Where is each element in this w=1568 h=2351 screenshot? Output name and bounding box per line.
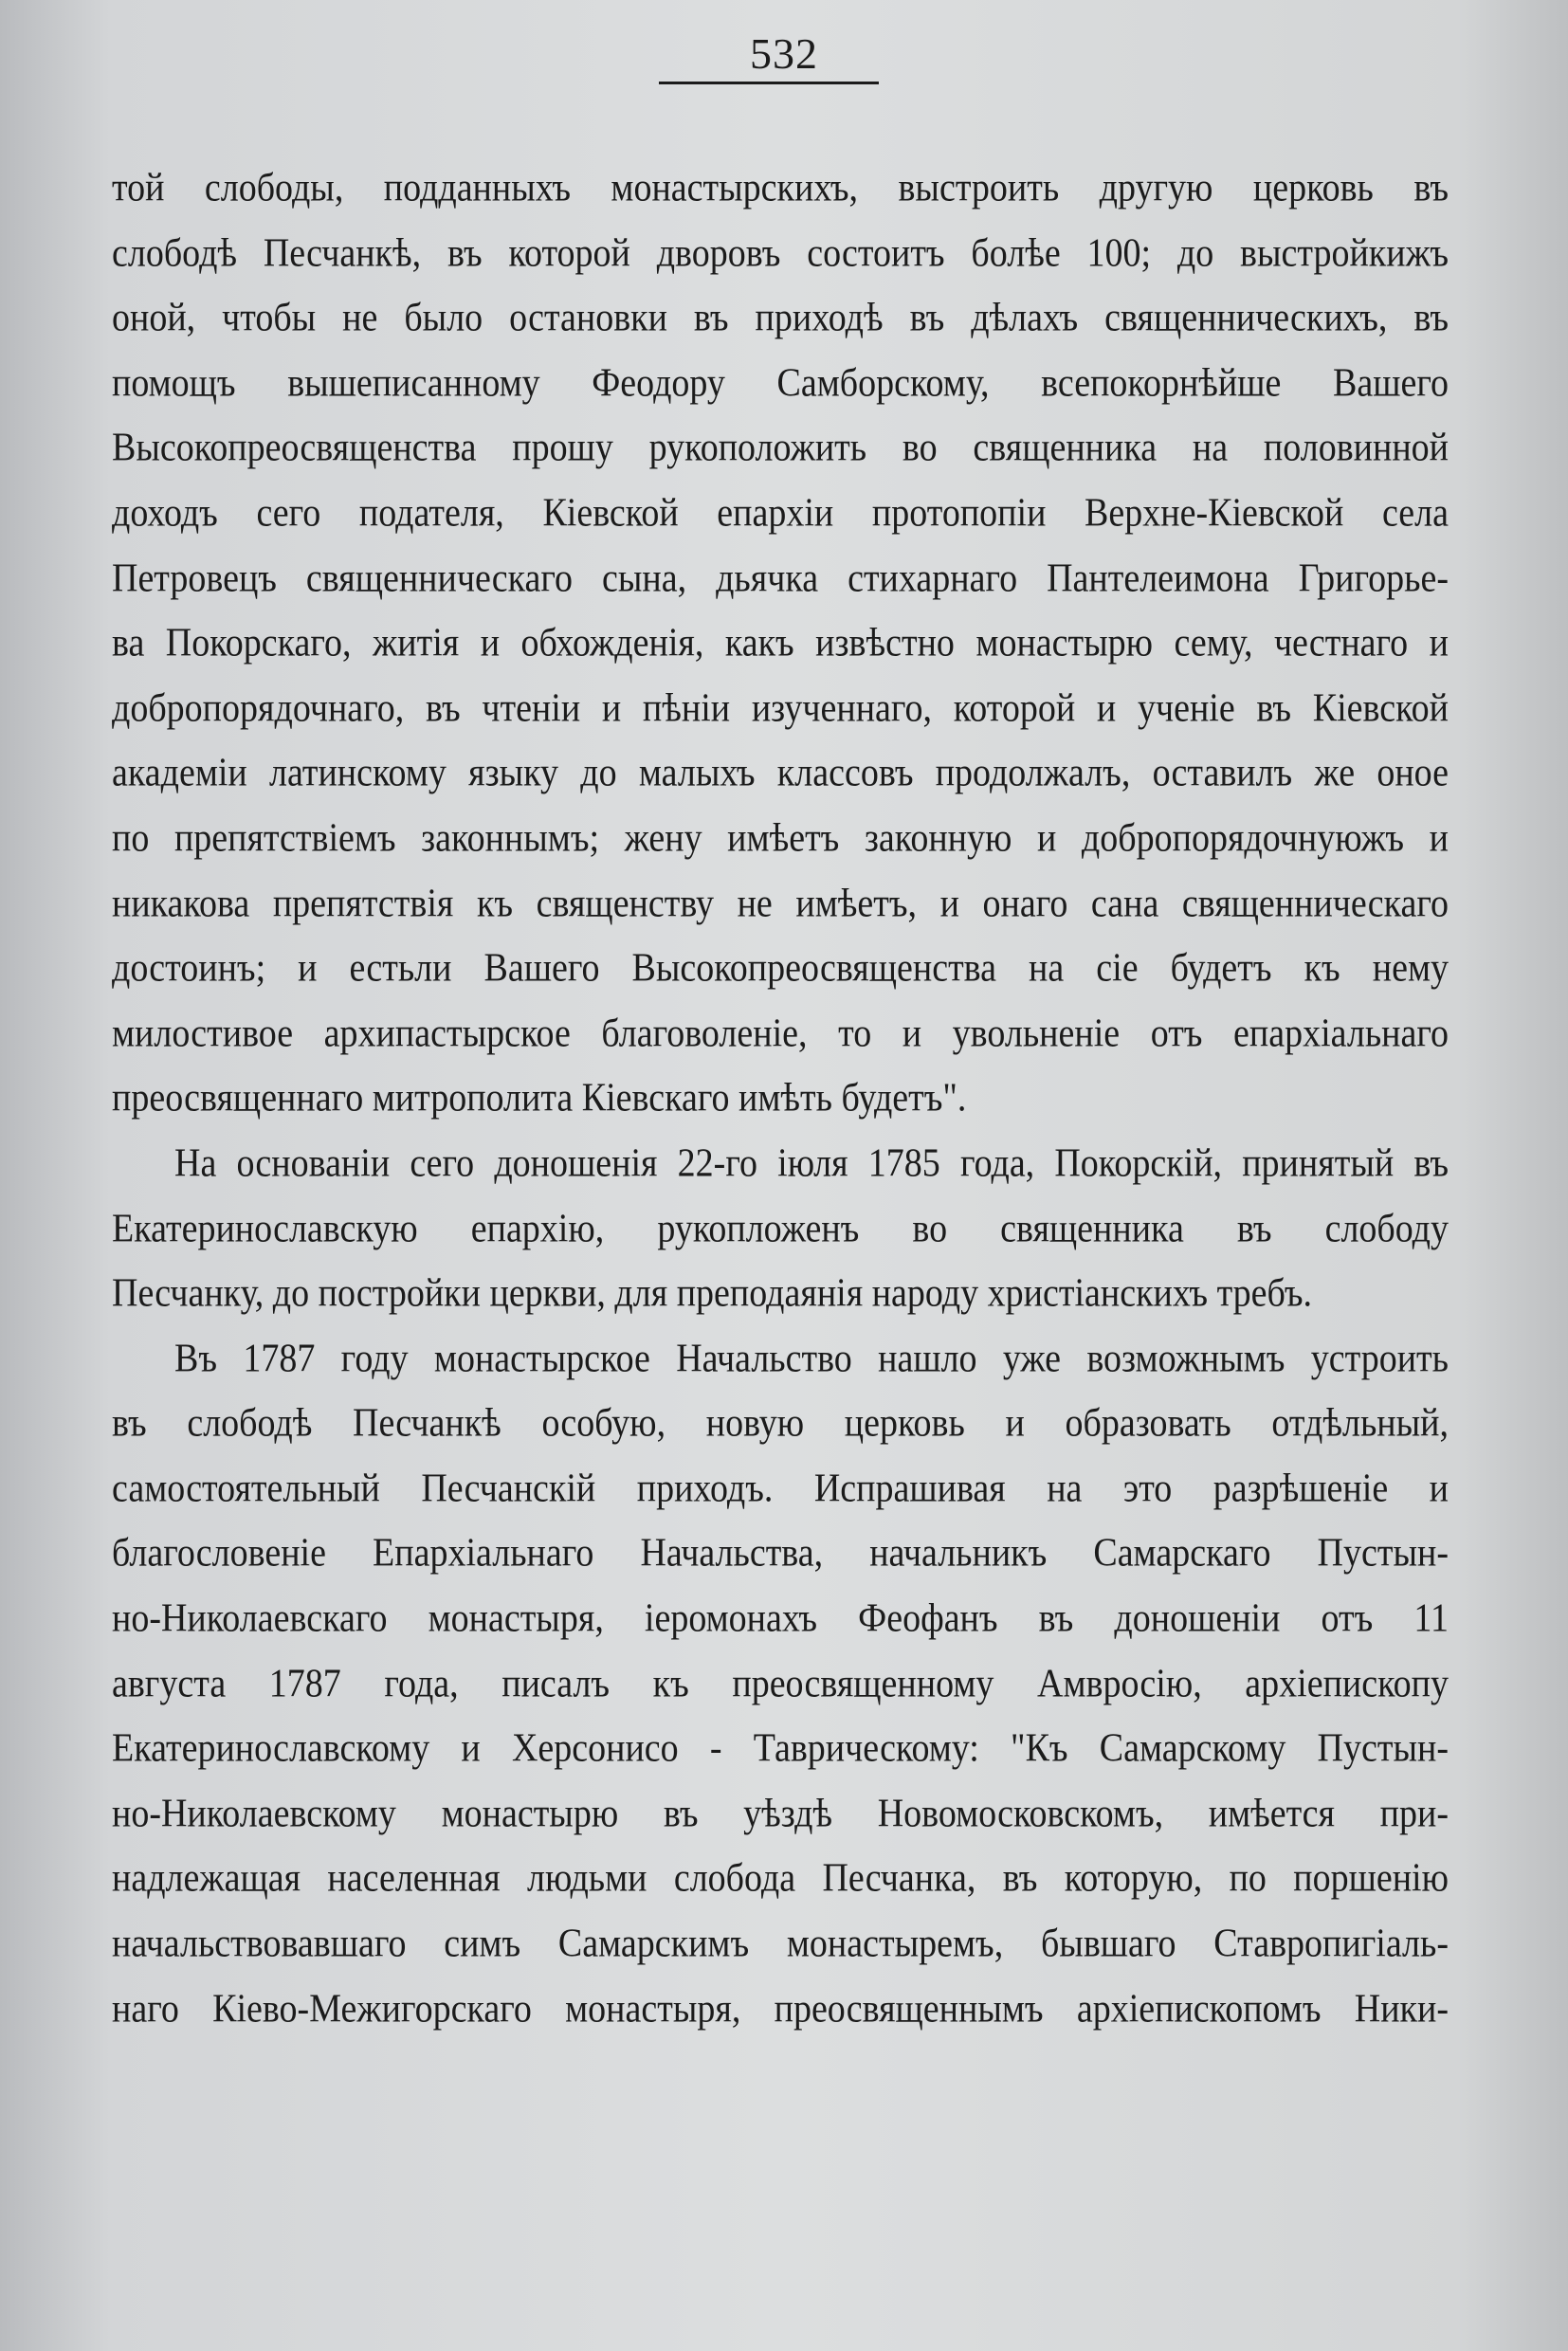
- text-line: помощъ вышеписанному Феодору Самборскому, всепокорнѣйше Вашего: [112, 360, 1449, 406]
- text-line: достоинъ; и естьли Вашего Высокопреосвященства на сіе будетъ къ нему: [112, 945, 1449, 991]
- text-line-paragraph-end: преосвященнаго митрополита Кіевскаго имѣть будетъ".: [112, 1075, 967, 1121]
- text-line: Высокопреосвященства прошу рукоположить во священника на половинной: [112, 425, 1449, 470]
- text-line-paragraph-end: Песчанку, до постройки церкви, для преподаянія народу христіанскихъ требъ.: [112, 1270, 1313, 1316]
- text-line-paragraph-start: Въ 1787 году монастырское Начальство нашло уже возможнымъ устроить: [174, 1336, 1449, 1381]
- text-line: никакова препятствія къ священству не имѣетъ, и онаго сана священническаго: [112, 880, 1449, 926]
- text-line: доходъ сего подателя, Кіевской епархіи протопопіи Верхне-Кіевской села: [112, 490, 1449, 536]
- text-line: Петровецъ священническаго сына, дьячка стихарнаго Пантелеимона Григорье-: [112, 556, 1449, 601]
- text-line: по препятствіемъ законнымъ; жену имѣетъ законную и добропорядочнуюжъ и: [112, 815, 1449, 861]
- text-line: академіи латинскому языку до малыхъ классовъ продолжалъ, оставилъ же оное: [112, 750, 1449, 795]
- body-text: [112, 155, 1449, 2041]
- text-line: начальствовавшаго симъ Самарскимъ монастыремъ, бывшаго Ставропигіаль-: [112, 1921, 1449, 1966]
- page-number: 532: [750, 29, 818, 78]
- text-line: но-Николаевскому монастырю въ уѣздѣ Новомосковскомъ, имѣется при-: [112, 1791, 1449, 1836]
- text-line: Екатеринославскую епархію, рукопложенъ во священника въ слободу: [112, 1205, 1449, 1250]
- text-line: въ слободѣ Песчанкѣ особую, новую церковь и образовать отдѣльный,: [112, 1400, 1449, 1446]
- text-line: оной, чтобы не было остановки въ приходѣ въ дѣлахъ священническихъ, въ: [112, 295, 1449, 340]
- text-line: той слободы, подданныхъ монастырскихъ, выстроить другую церковь въ: [112, 165, 1449, 210]
- text-line-paragraph-start: На основаніи сего доношенія 22-го іюля 1785 года, Покорскій, принятый въ: [174, 1140, 1449, 1186]
- text-line: Екатеринославскому и Херсонисо - Таврическому: "Къ Самарскому Пустын-: [112, 1725, 1449, 1771]
- text-line: но-Николаевскаго монастыря, іеромонахъ Феофанъ въ доношеніи отъ 11: [112, 1595, 1449, 1641]
- text-line: ва Покорскаго, житія и обхожденія, какъ извѣстно монастырю сему, честнаго и: [112, 620, 1449, 665]
- text-line: милостивое архипастырское благоволеніе, то и увольненіе отъ епархіальнаго: [112, 1011, 1449, 1056]
- text-line: августа 1787 года, писалъ къ преосвященному Амвросію, архіепископу: [112, 1661, 1449, 1706]
- text-line: благословеніе Епархіальнаго Начальства, начальникъ Самарскаго Пустын-: [112, 1530, 1449, 1576]
- page-number-rule: [659, 82, 879, 84]
- text-line: надлежащая населенная людьми слобода Песчанка, въ которую, по поршенію: [112, 1855, 1449, 1901]
- text-line: наго Кіево-Межигорскаго монастыря, преосвященнымъ архіепископомъ Ники-: [112, 1986, 1449, 2032]
- text-line: слободѣ Песчанкѣ, въ которой дворовъ состоитъ болѣе 100; до выстройкижъ: [112, 230, 1449, 276]
- text-line: самостоятельный Песчанскій приходъ. Испрашивая на это разрѣшеніе и: [112, 1466, 1449, 1511]
- text-line: добропорядочнаго, въ чтеніи и пѣніи изученнаго, которой и ученіе въ Кіевской: [112, 685, 1449, 731]
